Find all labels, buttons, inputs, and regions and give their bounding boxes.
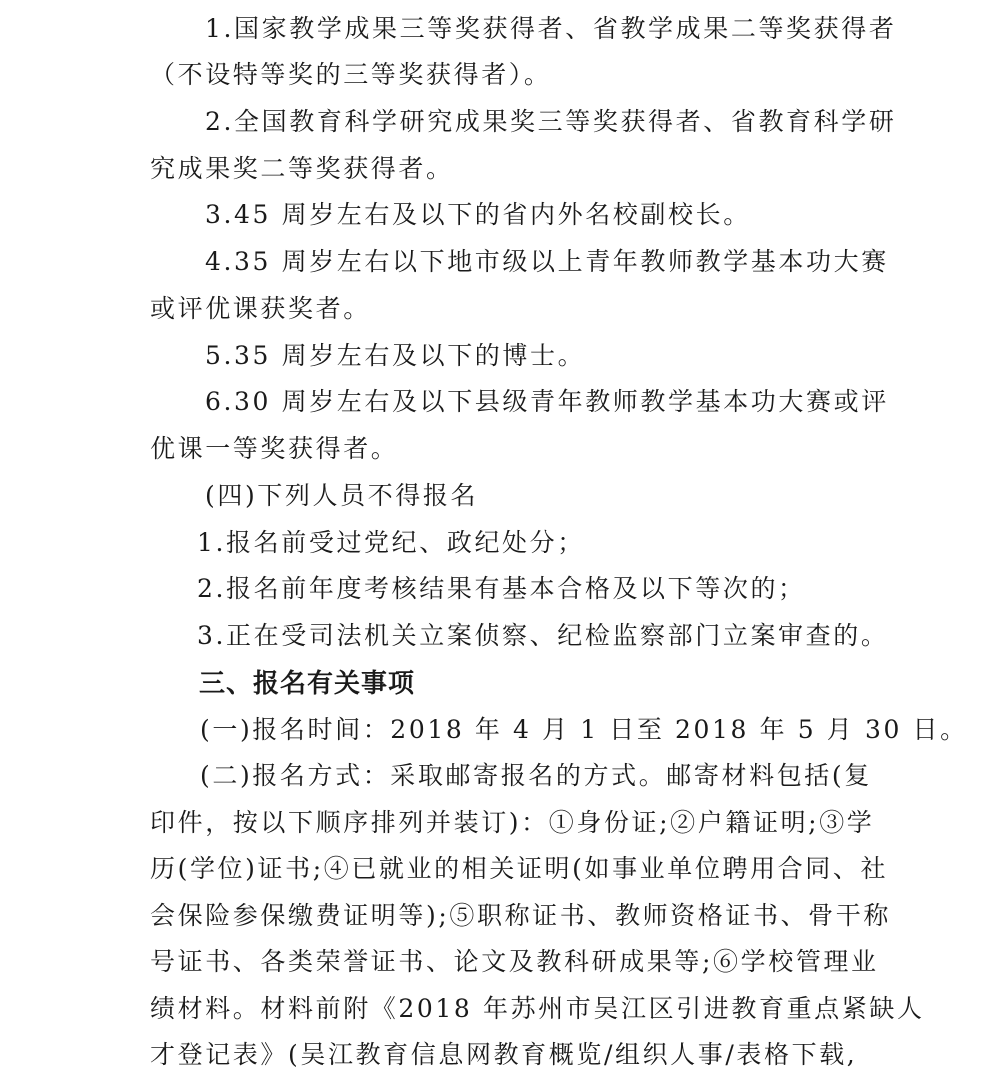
list-item-excluded-2: 2.报名前年度考核结果有基本合格及以下等次的； [197,574,806,603]
section-heading-registration: 三、报名有关事项 [199,669,416,699]
list-item-excluded-1: 1.报名前受过党纪、政纪处分； [197,528,585,557]
list-item-award-4: 4.35 周岁左右以下地市级以上青年教师教学基本功大赛 [205,247,889,276]
subheading-excluded: (四)下列人员不得报名 [205,481,479,510]
list-item-award-1-cont: （不设特等奖的三等奖获得者）。 [150,60,552,89]
registration-method-cont-3: 会保险参保缴费证明等);⑤职称证书、教师资格证书、骨干称 [150,901,891,930]
list-item-award-6-cont: 优课一等奖获得者。 [150,434,399,463]
registration-method-cont-1: 印件，按以下顺序排列并装订)：①身份证;②户籍证明;③学 [150,808,875,837]
registration-method: (二)报名方式：采取邮寄报名的方式。邮寄材料包括(复 [200,761,872,790]
registration-method-cont-4: 号证书、各类荣誉证书、论文及教科研成果等;⑥学校管理业 [150,947,879,976]
registration-method-cont-6: 才登记表》(吴江教育信息网教育概览/组织人事/表格下载, [150,1040,858,1069]
list-item-award-2-cont: 究成果奖二等奖获得者。 [150,154,454,183]
list-item-award-4-cont: 或评优课获奖者。 [150,294,371,323]
registration-method-cont-2: 历(学位)证书;④已就业的相关证明(如事业单位聘用合同、社 [150,854,889,883]
list-item-award-6: 6.30 周岁左右及以下县级青年教师教学基本功大赛或评 [205,387,889,416]
registration-time: (一)报名时间：2018 年 4 月 1 日至 2018 年 5 月 30 日。 [200,715,968,744]
list-item-award-5: 5.35 周岁左右及以下的博士。 [205,341,586,370]
list-item-award-2: 2.全国教育科学研究成果奖三等奖获得者、省教育科学研 [205,107,897,136]
registration-method-cont-5: 绩材料。材料前附《2018 年苏州市吴江区引进教育重点紧缺人 [150,994,925,1023]
list-item-award-1: 1.国家教学成果三等奖获得者、省教学成果二等奖获得者 [205,14,897,43]
list-item-excluded-3: 3.正在受司法机关立案侦察、纪检监察部门立案审查的。 [197,621,889,650]
list-item-award-3: 3.45 周岁左右及以下的省内外名校副校长。 [205,200,751,229]
